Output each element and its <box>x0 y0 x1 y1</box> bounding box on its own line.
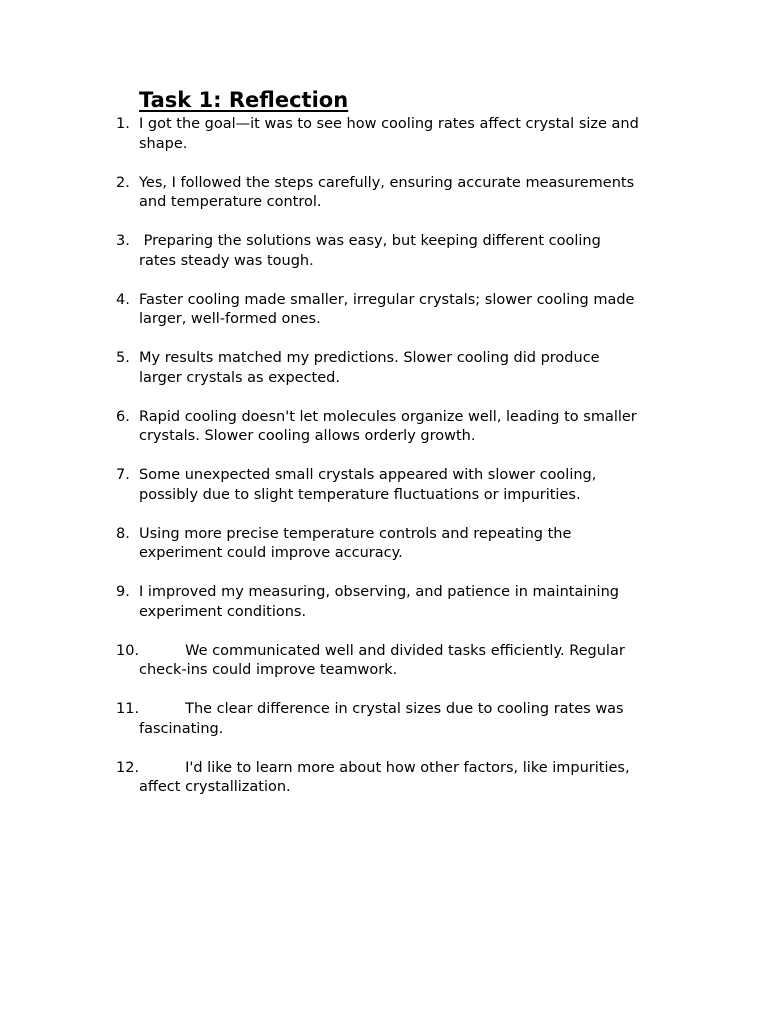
list-item-text: Rapid cooling doesn't let molecules organize well, leading to smaller crystals. Slower cooling allows orderly growth. <box>139 408 637 444</box>
list-item-text: We communicated well and divided tasks efficiently. Regular check-ins could improve teamwork. <box>139 642 625 678</box>
list-item-text: My results matched my predictions. Slower cooling did produce larger crystals as expected. <box>139 350 600 386</box>
list-item-number: 12. <box>116 759 140 776</box>
reflection-list <box>0 115 768 817</box>
list-item <box>0 408 768 447</box>
list-item-number: 3. <box>116 233 130 249</box>
list-item-text: I'd like to learn more about how other factors, like impurities, affect crystallization. <box>139 759 630 795</box>
list-item <box>0 642 768 681</box>
list-item-text: I improved my measuring, observing, and patience in maintaining experiment conditions. <box>139 584 619 620</box>
list-item-number: 4. <box>116 291 130 308</box>
list-item <box>0 700 768 739</box>
list-item-text: Preparing the solutions was easy, but keeping different cooling rates steady was tough. <box>139 233 601 269</box>
list-item-number: 1. <box>116 116 130 132</box>
list-item <box>0 291 768 330</box>
list-item-number: 10. <box>116 642 140 659</box>
list-item <box>0 115 768 154</box>
list-item-text: I got the goal—it was to see how cooling rates affect crystal size and shape. <box>139 116 639 152</box>
page-title: Task 1: Reflection <box>139 88 349 112</box>
list-item-text: Some unexpected small crystals appeared with slower cooling, possibly due to slight temperature fluctuations or impurities. <box>139 467 597 503</box>
list-item-number: 9. <box>116 584 130 600</box>
list-item-number: 2. <box>116 174 130 191</box>
list-item-number: 6. <box>116 408 130 425</box>
list-item-number: 7. <box>116 467 130 483</box>
list-item-number: 8. <box>116 525 130 542</box>
list-item <box>0 759 768 798</box>
list-item-text: The clear difference in crystal sizes due to cooling rates was fascinating. <box>139 701 624 737</box>
list-item-number: 11. <box>116 701 140 717</box>
list-item <box>0 349 768 388</box>
list-item <box>0 466 768 505</box>
list-item <box>0 525 768 564</box>
list-item-text: Using more precise temperature controls and repeating the experiment could improve accuracy. <box>139 525 572 561</box>
list-item-number: 5. <box>116 350 130 366</box>
list-item-text: Faster cooling made smaller, irregular crystals; slower cooling made larger, well-formed ones. <box>139 291 635 327</box>
list-item <box>0 232 768 271</box>
list-item-text: Yes, I followed the steps carefully, ensuring accurate measurements and temperature control. <box>139 174 635 210</box>
list-item <box>0 174 768 213</box>
list-item <box>0 583 768 622</box>
